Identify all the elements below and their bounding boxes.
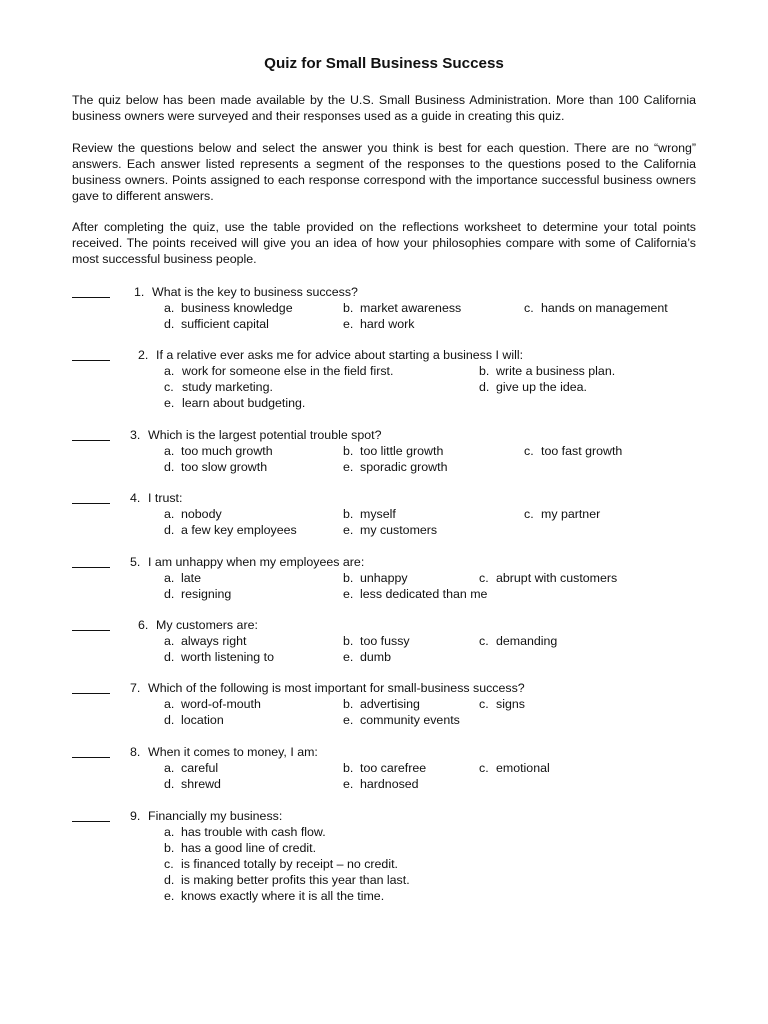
option-text: signs [496,697,525,711]
option-letter: d. [164,650,175,664]
option-letter: d. [164,713,175,727]
option-letter: c. [164,857,174,871]
option-letter: b. [343,444,354,458]
question-text: I am unhappy when my employees are: [148,555,365,569]
option-text: worth listening to [181,650,274,664]
option-text: has a good line of credit. [181,841,317,855]
answer-option[interactable] [343,300,461,316]
option-letter: c. [479,697,489,711]
answer-option[interactable] [343,760,426,776]
question-text: My customers are: [156,618,258,632]
option-letter: a. [164,301,175,315]
option-text: hardnosed [360,777,419,791]
option-text: market awareness [360,301,462,315]
option-text: emotional [496,761,550,775]
question-3 [72,427,702,474]
question-6 [72,617,702,664]
answer-option[interactable] [343,506,396,522]
page-title: Quiz for Small Business Success [264,55,504,72]
option-text: careful [181,761,219,775]
option-text: word-of-mouth [181,697,261,711]
question-number: 3. [130,428,141,442]
question-8 [72,744,702,791]
option-text: too fussy [360,634,410,648]
option-letter: a. [164,825,175,839]
answer-blank[interactable] [72,554,110,570]
answer-option[interactable] [343,570,408,586]
option-letter: d. [164,317,175,331]
option-text: too carefree [360,761,427,775]
question-text: What is the key to business success? [152,285,358,299]
option-text: is making better profits this year than last. [181,873,410,887]
option-letter: a. [164,507,175,521]
option-letter: d. [164,460,175,474]
answer-option[interactable] [524,300,668,316]
answer-option[interactable] [164,696,261,712]
option-text: abrupt with customers [496,571,618,585]
option-text: learn about budgeting. [182,396,306,410]
option-letter: e. [343,523,354,537]
option-letter: a. [164,571,175,585]
option-letter: b. [479,364,490,378]
answer-option[interactable] [524,506,600,522]
answer-option[interactable] [343,316,414,332]
option-letter: a. [164,364,175,378]
answer-option[interactable] [164,443,273,459]
option-text: resigning [181,587,232,601]
question-4 [72,490,702,537]
answer-blank[interactable] [72,347,110,363]
question-2 [72,347,702,410]
option-letter: d. [164,777,175,791]
option-text: too much growth [181,444,273,458]
question-number: 7. [130,681,141,695]
answer-blank[interactable] [72,617,110,633]
answer-option[interactable] [343,696,420,712]
option-letter: c. [164,380,174,394]
option-text: business knowledge [181,301,293,315]
question-9 [72,808,702,903]
answer-blank[interactable] [72,284,110,300]
question-number: 1. [134,285,145,299]
option-letter: e. [164,396,175,410]
answer-blank[interactable] [72,490,110,506]
option-text: too little growth [360,444,444,458]
option-letter: d. [164,523,175,537]
option-text: advertising [360,697,420,711]
option-text: shrewd [181,777,221,791]
option-letter: d. [164,873,175,887]
option-text: too slow growth [181,460,268,474]
question-text: Which is the largest potential trouble spot? [148,428,382,442]
answer-blank[interactable] [72,680,110,696]
option-letter: b. [343,697,354,711]
option-text: community events [360,713,460,727]
answer-option[interactable] [343,443,443,459]
option-letter: b. [164,841,175,855]
option-letter: b. [343,571,354,585]
option-text: hands on management [541,301,668,315]
option-text: location [181,713,224,727]
option-letter: c. [479,571,489,585]
option-text: study marketing. [182,380,273,394]
option-text: sufficient capital [181,317,269,331]
option-letter: e. [343,650,354,664]
answer-option[interactable] [164,776,221,792]
question-number: 5. [130,555,141,569]
answer-option[interactable] [164,300,293,316]
option-text: less dedicated than me [360,587,488,601]
option-letter: a. [164,761,175,775]
option-letter: d. [164,587,175,601]
answer-option[interactable] [164,856,398,872]
answer-option[interactable] [164,760,218,776]
answer-option[interactable] [479,570,617,586]
option-letter: e. [343,460,354,474]
option-text: my customers [360,523,438,537]
option-letter: e. [343,317,354,331]
answer-option[interactable] [479,379,587,395]
question-text: I trust: [148,491,183,505]
answer-option[interactable] [164,570,201,586]
answer-option[interactable] [343,459,447,475]
answer-blank[interactable] [72,744,110,760]
option-text: knows exactly where it is all the time. [181,889,385,903]
option-letter: b. [343,507,354,521]
answer-option[interactable] [164,633,246,649]
answer-option[interactable] [343,712,460,728]
question-number: 8. [130,745,141,759]
question-number: 6. [138,618,149,632]
answer-option[interactable] [164,824,326,840]
option-text: my partner [541,507,601,521]
answer-option[interactable] [343,586,487,602]
option-text: sporadic growth [360,460,448,474]
answer-option[interactable] [164,506,222,522]
answer-blank[interactable] [72,427,110,443]
option-letter: a. [164,697,175,711]
answer-option[interactable] [164,840,316,856]
question-number: 9. [130,809,141,823]
intro-paragraph-2: Review the questions below and select the answer you think is best for each question. There are no “wrong” answers. Each answer listed represents a segment of the responses to the questions posed to the California business owners. Points assigned to each response correspond with the importance successful business owners gave to different answers. [72,141,696,203]
intro-paragraph-1: The quiz below has been made available by the U.S. Small Business Administration. More than 100 California business owners were surveyed and their responses used as a guide in creating this quiz. [72,93,696,123]
answer-option[interactable] [479,760,550,776]
question-text: Financially my business: [148,809,283,823]
option-text: work for someone else in the field first. [182,364,394,378]
question-7 [72,680,702,727]
answer-option[interactable] [524,443,622,459]
intro-paragraph-3: After completing the quiz, use the table provided on the reflections worksheet to determine your total points received. The points received will give you an idea of how your philosophies compare with some of California’s most successful business people. [72,220,696,266]
option-letter: c. [524,301,534,315]
option-text: dumb [360,650,391,664]
option-text: hard work [360,317,415,331]
answer-option[interactable] [164,395,305,411]
question-number: 4. [130,491,141,505]
option-text: write a business plan. [496,364,616,378]
answer-option[interactable] [164,379,273,395]
option-letter: b. [343,301,354,315]
question-text: If a relative ever asks me for advice about starting a business I will: [156,348,524,362]
answer-option[interactable] [479,363,615,379]
option-letter: b. [343,634,354,648]
option-text: always right [181,634,247,648]
option-letter: c. [479,634,489,648]
answer-option[interactable] [164,522,297,538]
option-text: unhappy [360,571,408,585]
answer-option[interactable] [164,888,384,904]
option-text: give up the idea. [496,380,587,394]
answer-option[interactable] [164,316,269,332]
answer-option[interactable] [479,696,525,712]
option-text: too fast growth [541,444,623,458]
question-text: When it comes to money, I am: [148,745,318,759]
answer-option[interactable] [343,649,391,665]
answer-option[interactable] [164,712,224,728]
option-text: has trouble with cash flow. [181,825,326,839]
answer-option[interactable] [164,872,410,888]
option-letter: a. [164,444,175,458]
option-letter: c. [524,507,534,521]
option-text: myself [360,507,396,521]
answer-option[interactable] [343,776,419,792]
option-text: a few key employees [181,523,297,537]
option-letter: c. [524,444,534,458]
question-1 [72,284,702,331]
option-letter: a. [164,634,175,648]
question-number: 2. [138,348,149,362]
answer-option[interactable] [164,363,393,379]
answer-option[interactable] [343,633,410,649]
option-text: late [181,571,201,585]
option-letter: c. [479,761,489,775]
answer-option[interactable] [164,649,274,665]
answer-option[interactable] [343,522,437,538]
answer-option[interactable] [164,459,267,475]
option-letter: e. [164,889,175,903]
option-letter: e. [343,587,354,601]
option-text: demanding [496,634,558,648]
option-text: nobody [181,507,222,521]
option-letter: b. [343,761,354,775]
answer-blank[interactable] [72,808,110,824]
option-text: is financed totally by receipt – no credit. [181,857,398,871]
option-letter: d. [479,380,490,394]
answer-option[interactable] [164,586,231,602]
option-letter: e. [343,713,354,727]
answer-option[interactable] [479,633,557,649]
option-letter: e. [343,777,354,791]
question-text: Which of the following is most important for small-business success? [148,681,525,695]
question-5 [72,554,702,601]
